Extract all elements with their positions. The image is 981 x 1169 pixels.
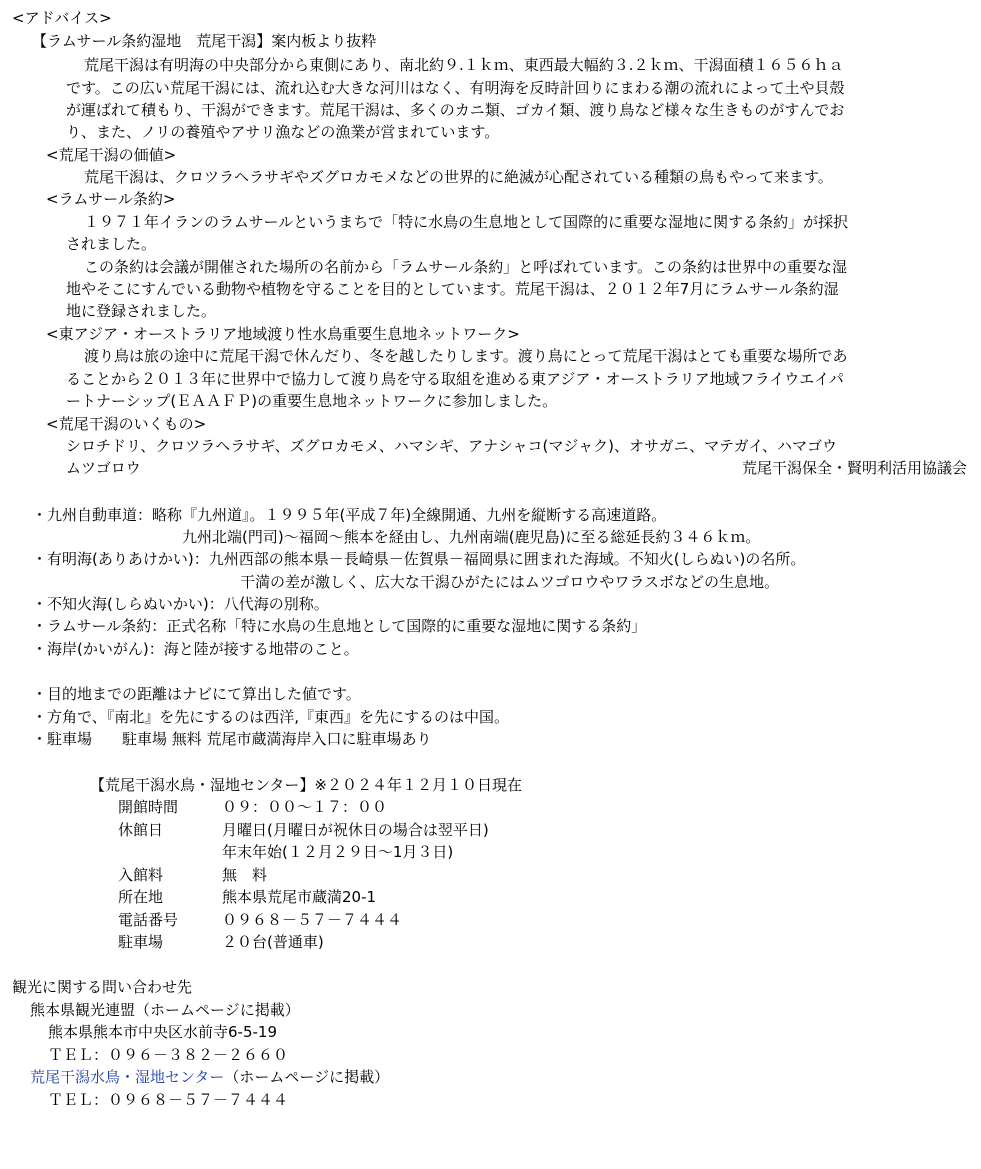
center-value-parking: ２０台(普通車) [222,933,324,951]
contact-heading: 観光に関する問い合わせ先 [12,978,193,996]
ramsar-board-title: 【ラムサール条約湿地 荒尾干潟】案内板より抜粋 [32,32,377,50]
center-label-parking: 駐車場 [118,933,164,951]
ramsar-line-3: この条約は会議が開催された場所の名前から「ラムサール条約」と呼ばれています。この条約は世界中の重要な湿 [84,258,848,276]
network-line-1: 渡り鳥は旅の途中に荒尾干潟で休んだり、冬を越したりします。渡り鳥にとって荒尾干潟はとても重要な場所であ [84,347,848,365]
note-item: ・目的地までの距離はナビにて算出した値です。 [32,685,361,703]
glossary-item: ・九州自動車道：略称『九州道』。１９９５年(平成７年)全線開通、九州を縦断する高速道路。 [32,506,667,524]
note-item: ・駐車場 駐車場 無料 荒尾市蔵満海岸入口に駐車場あり [32,730,432,748]
contact-org1-tel: ＴＥＬ：０９６－３８２－２６６０ [48,1046,289,1064]
glossary-item: ・不知火海(しらぬいかい)：八代海の別称。 [32,595,329,613]
ramsar-line-5: 地に登録されました。 [66,302,217,320]
advice-heading: <アドバイス> [12,9,112,27]
contact-org2 [30,1067,389,1089]
network-line-2: ることから２０１３年に世界中で協力して渡り鳥を守る取組を進める東アジア・オーストラリア地域フライウエイパ [66,370,844,388]
glossary-item: ・海岸(かいがん)：海と陸が接する地帯のこと。 [32,640,359,658]
center-label-address: 所在地 [118,888,164,906]
value-heading: <荒尾干潟の価値> [46,146,177,164]
intro-line-2: です。この広い荒尾干潟には、流れ込む大きな河川はなく、有明海を反時計回りにまわる潮の流れによって土や貝殻 [66,79,845,97]
center-label-closed: 休館日 [118,821,164,839]
center-value-phone: ０９６８－５７－７４４４ [222,911,403,929]
glossary-item: ・有明海(ありあけかい)：九州西部の熊本県－長崎県－佐賀県－福岡県に囲まれた海域。不知火(しらぬい)の名所。 [32,550,806,568]
council-name: 荒尾干潟保全・賢明利活用協議会 [741,459,967,477]
glossary-item: 九州北端(門司)～福岡～熊本を経由し、九州南端(鹿児島)に至る総延長約３４６ｋｍ。 [182,528,761,546]
center-value-closed: 月曜日(月曜日が祝休日の場合は翌平日) [222,821,489,839]
glossary-item: 干満の差が激しく、広大な干潟ひがたにはムツゴロウやワラスボなどの生息地。 [240,573,779,591]
center-value-closed-yearend: 年末年始(１２月２９日～1月３日) [222,843,454,861]
contact-org2-link[interactable]: 荒尾干潟水鳥・湿地センター [30,1068,225,1086]
value-text: 荒尾干潟は、クロツラヘラサギやズグロカモメなどの世界的に絶滅が心配されている種類の鳥もやって来ます。 [84,168,833,186]
intro-line-4: り、また、ノリの養殖やアサリ漁などの漁業が営まれています。 [66,123,500,141]
network-line-3: ートナーシップ(ＥＡＡＦＰ)の重要生息地ネットワークに参加しました。 [66,392,558,410]
ramsar-line-4: 地やそこにすんでいる動物や植物を守ることを目的としています。荒尾干潟は、２０１２年7月にラムサール条約湿 [66,280,839,298]
ramsar-line-1: １９７１年イランのラムサールというまちで「特に水鳥の生息地として国際的に重要な湿地に関する条約」が採択 [84,213,849,231]
center-title: 【荒尾干潟水鳥・湿地センター】※２０２４年１２月１０日現在 [90,776,522,794]
ramsar-heading: <ラムサール条約> [46,190,176,208]
center-label-phone: 電話番号 [118,911,179,929]
glossary-item: ・ラムサール条約：正式名称「特に水鳥の生息地として国際的に重要な湿地に関する条約」 [32,617,647,635]
creatures-heading: <荒尾干潟のいくもの> [46,415,207,433]
center-value-fee: 無 料 [222,866,268,884]
center-label-fee: 入館料 [118,866,164,884]
note-item: ・方角で、『南北』を先にするのは西洋,『東西』を先にするのは中国。 [32,708,509,726]
creatures-line-1: シロチドリ、クロツラヘラサギ、ズグロカモメ、ハマシギ、アナシャコ(マジャク)、オサガニ、マテガイ、ハマゴウ [66,437,838,455]
intro-line-1: 荒尾干潟は有明海の中央部分から東側にあり、南北約９.１ｋｍ、東西最大幅約３.２ｋｍ、干潟面積１６５６ｈａ [84,56,844,74]
contact-org1: 熊本県観光連盟（ホームページに掲載） [30,1001,300,1019]
ramsar-line-2: されました。 [66,235,157,253]
center-value-address: 熊本県荒尾市蔵満20-1 [222,888,377,906]
contact-org2-tel: ＴＥＬ：０９６８－５７－７４４４ [48,1091,289,1109]
creatures-line-2: ムツゴロウ [66,459,141,477]
contact-org1-address: 熊本県熊本市中央区水前寺6-5-19 [48,1023,278,1041]
center-label-hours: 開館時間 [118,798,179,816]
intro-line-3: が運ばれて積もり、干潟ができます。荒尾干潟は、多くのカニ類、ゴカイ類、渡り鳥など様々な生きものがすんでお [66,101,845,119]
contact-org2-suffix: （ホームページに掲載） [224,1068,390,1086]
center-value-hours: ０９：００～１７：００ [222,798,388,816]
network-heading: <東アジア・オーストラリア地域渡り性水鳥重要生息地ネットワーク> [46,325,520,343]
